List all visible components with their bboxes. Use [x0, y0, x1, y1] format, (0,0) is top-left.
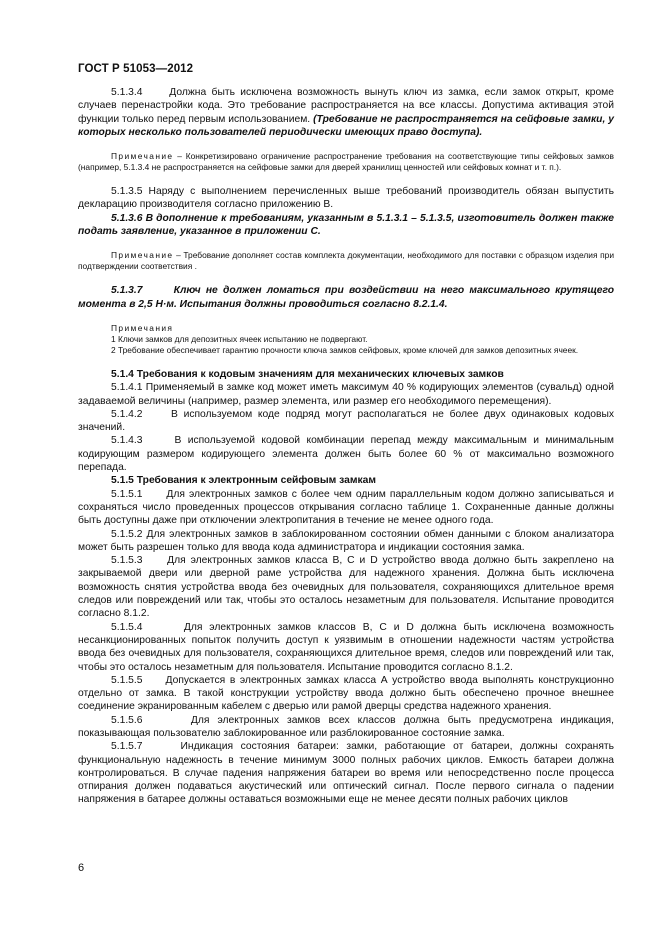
note-text: – Требование дополняет состав комплекта документации, необходимого для поставки с образцом изделия при подтверждении соответствия . [78, 250, 615, 272]
notes-3-item-1: 1 Ключи замков для депозитных ячеек испытанию не подвергают. [111, 333, 368, 344]
paragraph-5-1-5-2: 5.1.5.2 Для электронных замков в заблокированном состоянии обмен данными с блоком анализатора может быть разрешен только для ввода кода администратора и индикации состояния замка. [78, 528, 614, 553]
clause-text: Для электронных замков класса В, С и D устройство ввода должно быть закреплено на закрываемой двери или дверной раме устройства для надежного хранения. Должна быть исключена возможность снятия устройства ввода без очевидных для пользователя, сохраняющихся длительное время следов или повреждений или так, чтобы это осталось незаметным для пользователя. Испытание проводится согласно 8.1.2. [78, 555, 614, 620]
clause-number: 5.1.5.6 [111, 714, 143, 726]
section-5-1-5-title: 5.1.5 Требования к электронным сейфовым замкам [111, 475, 376, 487]
paragraph-5-1-4-2 [78, 408, 614, 435]
clause-text: Допускается в электронных замках класса А устройство ввода выполнять конструкционно отдельно от замка. В такой конструкции устройству ввода должно быть обеспечено прочное внешнее соединение экранированным кабелем с дверью или рамой дверцы средства надежного хранения. [78, 674, 614, 713]
clause-text: Индикация состояния батареи: замки, работающие от батареи, должны сохранять функциональную надежность в течение минимум 3000 полных рабочих циклов. Емкость батареи должна контролироваться. В случае падения напряжения батареи во время или непосредственно после процесса отпирания должен подаваться акустический или оптический сигнал. После первого сигнала о падении напряжения в батарее должны оставаться возможными еще не менее десяти полных рабочих циклов [78, 741, 614, 806]
paragraph-5-1-3-7 [78, 284, 614, 311]
clause-text: В используемом коде подряд могут располагаться не более двух одинаковых кодовых значений. [78, 408, 614, 434]
clause-emphasis: (Требование не распространяется на сейфовые замки, у которых несколько пользователей периодически имеющих право доступа). [78, 113, 615, 138]
paragraph-5-1-5-3 [78, 554, 614, 620]
page-number: 6 [78, 862, 85, 874]
clause-number: 5.1.5.1 [111, 488, 143, 500]
paragraph-5-1-5-7 [78, 740, 614, 806]
page-content [78, 86, 614, 807]
notes-3-item-2: 2 Требование обеспечивает гарантию прочности ключа замков сейфовых, кроме ключей для замков депозитных ячеек. [111, 344, 579, 355]
clause-number: 5.1.5.3 [111, 555, 143, 567]
clause-number: 5.1.5.7 [111, 741, 143, 753]
note-label: Примечание [111, 250, 174, 261]
paragraph-5-1-4-3 [78, 434, 614, 474]
document-header: ГОСТ Р 51053—2012 [78, 63, 194, 75]
paragraph-5-1-3-6: 5.1.3.6 В дополнение к требованиям, указанным в 5.1.3.1 – 5.1.3.5, изготовитель должен также подать заявление, указанное в приложении С. [78, 212, 614, 238]
clause-number: 5.1.4.2 [111, 408, 143, 420]
clause-text: Должна быть исключена возможность вынуть ключ из замка, если замок открыт, кроме случаев перенастройки кода. Это требование распространяется на все классы. Допустима активация этой функции только перед первым использованием. [78, 87, 614, 125]
paragraph-5-1-5-5 [78, 674, 614, 714]
paragraph-5-1-5-1 [78, 488, 614, 528]
section-5-1-4-title: 5.1.4 Требования к кодовым значениям для механических ключевых замков [111, 368, 504, 380]
notes-3-title: Примечания [111, 322, 174, 333]
clause-number: 5.1.3.4 [111, 87, 143, 98]
note-2 [78, 250, 614, 272]
clause-text: Для электронных замков классов В, С и D должна быть исключена возможность несанкционированных попыток получить доступ к уязвимым в отношении надежности частям устройства ввода без очевидных для пользователя, сохраняющихся длительное время, следов или повреждений или так, чтобы это осталось незаметным для пользователя. Испытание проводится согласно 8.1.2. [78, 621, 614, 673]
clause-number: 5.1.5.5 [111, 674, 143, 686]
clause-text: Для электронных замков с более чем одним параллельным кодом должно записываться и сохраняться число проведенных процессов открывания согласно таблице 1. Сохраненные данные должны быть доступны даже при отключении электропитания в течение не менее одного года. [78, 488, 614, 527]
clause-number: 5.1.4.3 [111, 435, 143, 447]
note-label: Примечание [111, 151, 174, 162]
paragraph-5-1-5-6 [78, 714, 614, 741]
paragraph-5-1-5-4 [78, 621, 614, 674]
clause-text: В используемой кодовой комбинации перепад между максимальным и минимальным кодирующим размером кодирующего элемента должен быть более 60 % от максимально возможного перепада. [78, 435, 615, 474]
clause-number: 5.1.3.7 [111, 285, 143, 297]
clause-text: Для электронных замков всех классов должна быть предусмотрена индикация, показывающая пользователю заблокированное или разблокированное состояние замка. [78, 714, 614, 739]
paragraph-5-1-4-1: 5.1.4.1 Применяемый в замке код может иметь максимум 40 % кодирующих элементов (сувальд) одной задаваемой величины (например, размер элемента, или размер его необходимого перемещения). [78, 382, 614, 407]
paragraph-5-1-3-5: 5.1.3.5 Наряду с выполнением перечисленных выше требований производитель обязан выпустить декларацию производителя согласно приложению В. [78, 186, 614, 211]
clause-text: Ключ не должен ломаться при воздействии на него максимального крутящего момента в 2,5 Н·м. Испытания должны проводиться согласно 8.2.1.4. [78, 285, 614, 310]
paragraph-5-1-3-4 [78, 86, 614, 139]
clause-number: 5.1.5.4 [111, 621, 143, 633]
note-1 [78, 151, 614, 173]
note-text: – Конкретизировано ограничение распространение требования на соответствующие типы сейфовых замков (например, 5.1.3.4 не распространяется на сейфовые замки для дверей хранилищ ценностей или сейфовых комнат и т. п.). [78, 151, 614, 173]
